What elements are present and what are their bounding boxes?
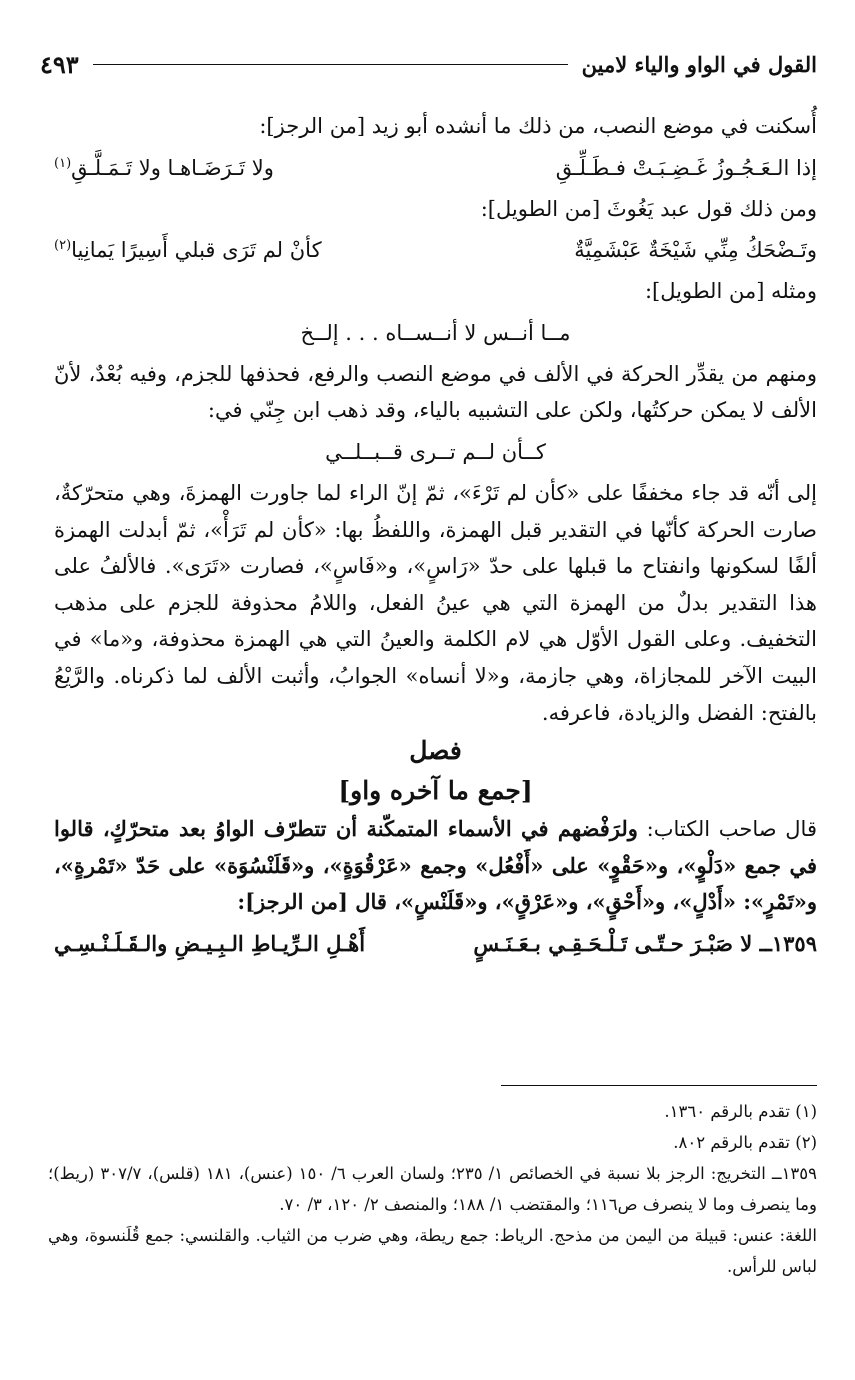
verse-hemistich-right-text: لا صَبْـرَ حـتّـى تَـلْـحَـقِـي بـعَـنَـسٍ	[473, 930, 753, 956]
verse-fragment: مــا أنــس لا أنــســاه . . . إلــخ	[300, 320, 571, 345]
verse-hemistich-left-text: كأنْ لم تَرَى قبلي أَسِيرًا يَمانِيا	[71, 238, 322, 263]
footnote: (٢) تقدم بالرقم ٨٠٢.	[673, 1133, 817, 1152]
page-header	[40, 44, 817, 84]
verse-hemistich-right: وتَـضْحَكُ مِنِّي شَيْخَةٌ عَبْشَمِيَّةٌ	[574, 238, 817, 263]
verse-fragment: كــأن لــم تــرى قــبــلــي	[325, 439, 546, 464]
verse-hemistich-left: أَهْـلِ الـرِّيـاطِ الـبِـيـضِ والـقَـلَـنْـسِـي	[54, 930, 366, 956]
verse-hemistich-left	[54, 227, 322, 273]
page-number: ٤٩٣	[40, 49, 79, 79]
verse-hemistich-left-text: ولا تَـرَضَـاهـا ولا تَـمَـلَّـقِ	[71, 155, 274, 180]
verse-line	[54, 145, 817, 191]
footnote: (١) تقدم بالرقم ١٣٦٠.	[664, 1102, 817, 1121]
verse-hemistich-right: إذا الـعَـجُـوزُ غَـضِـبَـتْ فـطَـلِّـقِ	[555, 155, 817, 180]
paragraph	[54, 811, 817, 921]
footnote-rule	[501, 1085, 817, 1086]
paragraph: ومثله [من الطويل]:	[644, 279, 817, 304]
footnote-ref: (٢)	[54, 238, 72, 254]
verse-line	[54, 227, 817, 273]
section-subtitle: [جمع ما آخره واو]	[338, 776, 533, 806]
footnote: اللغة: عنس: قبيلة من اليمن من مذحج. الرياط: جمع ريطة، وهي ضرب من الثياب. والقلنسي: جمع قُلَنسوة، وهي لباس للرأس.	[48, 1226, 817, 1276]
paragraph: ومنهم من يقدِّر الحركة في الألف في موضع النصب والرفع، فحذفها للجزم، وفيه بُعْدٌ، لأنّ الألف لا يمكن حركتُها، ولكن على التشبيه بالياء، وقد ذهب ابن جِنّي في:	[54, 361, 817, 423]
verse-hemistich-left	[54, 145, 274, 191]
paragraph: إلى أنّه قد جاء مخففًا على «كأن لم تَرْءَ»، ثمّ إنّ الراء لما جاورت الهمزةَ، وهي متحرّكةٌ، صارت الحركة كأنّها في التقدير قبل الهمزة، واللفظُ بها: «كأن لم تَرَأْ»، ثمّ أبدلت الهمزة ألفًا لسكونها وانفتاح ما قبلها على حدّ «رَاسٍ»، و«فَاسٍ»، فصارت «تَرَى». فالألفُ على هذا التقدير بدلٌ من الهمزة التي هي عينُ الفعل، واللامُ محذوفة للجزم على مذهب التخفيف. وعلى القول الأوّل هي لام الكلمة والعينُ التي هي الهمزة محذوفة، و«ما» في البيت الآخر للمجازاة، وهي جازمة، و«لا أنساه» الجوابُ، وأثبت الألف لما ذكرناه. والرَّيْعُ بالفتح: الفضل والزيادة، فاعرفه.	[54, 480, 817, 725]
section-title: فصل	[409, 736, 462, 766]
paragraph: ومن ذلك قول عبد يَغُوثَ [من الطويل]:	[480, 196, 817, 221]
paragraph: أُسكنت في موضع النصب، من ذلك ما أنشده أبو زيد [من الرجز]:	[259, 114, 817, 138]
footnote-ref: (١)	[54, 155, 72, 171]
main-text	[54, 108, 817, 967]
verse-line	[54, 921, 817, 967]
header-rule	[93, 64, 568, 65]
verse-number: ١٣٥٩ــ	[759, 930, 817, 956]
verse-hemistich-right	[473, 921, 817, 967]
quote-lead: قال صاحب الكتاب:	[646, 817, 817, 842]
running-title: القول في الواو والياء لامين	[581, 51, 817, 77]
footnotes	[48, 1096, 817, 1282]
footnote: ١٣٥٩ــ التخريج: الرجز بلا نسبة في الخصائص ١/ ٢٣٥؛ ولسان العرب ٦/ ١٥٠ (عنس)، ١٨١ (قلس)، ٣٠٧/٧ (ريط)؛ وما ينصرف وما لا ينصرف ص١١٦؛ والمقتضب ١/ ١٨٨؛ والمنصف ٢/ ١٢٠، ٣/ ٧٠.	[48, 1164, 818, 1214]
quoted-text: ولرَفْضهم في الأسماء المتمكّنة أن تتطرّف الواوُ بعد متحرّكٍ، قالوا في جمع «دَلْوٍ»، و«حَقْوٍ» على «أَفْعُل» وجمع «عَرْقُوَةٍ»، و«قَلَنْسُوَة» على حَدّ «تَمْرةٍ»، و«تَمْرٍ»: «أَدْلٍ»، و«أَحْقٍ»، و«عَرْقٍ»، و«قَلَنْسٍ»، قال [من الرجز]:	[54, 816, 817, 915]
